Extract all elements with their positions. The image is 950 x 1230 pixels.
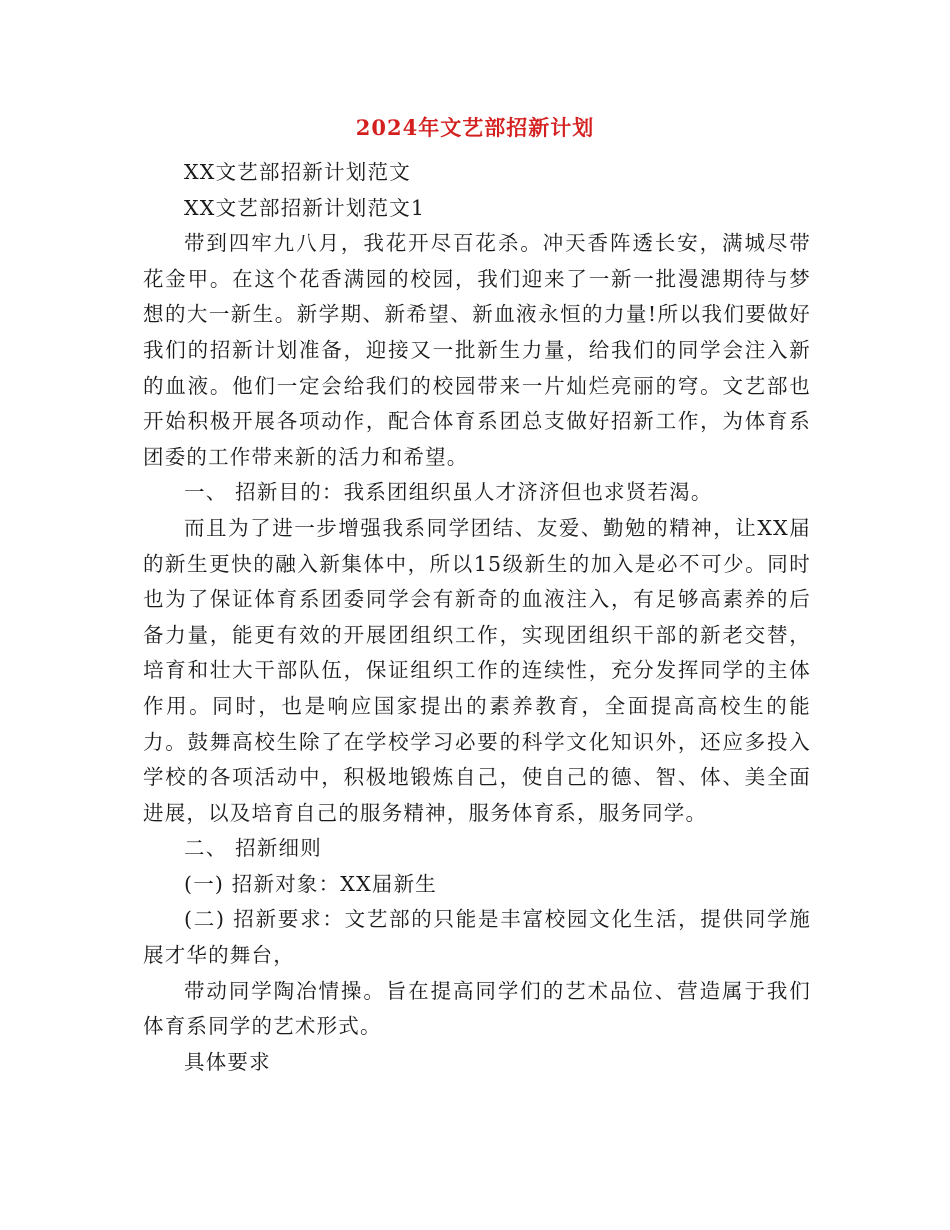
paragraph-recruit-requirement: (二) 招新要求：文艺部的只能是丰富校园文化生活，提供同学施展才华的舞台， <box>143 907 811 968</box>
document-body <box>143 155 811 1080</box>
paragraph-purpose: 而且为了进一步增强我系同学团结、友爱、勤勉的精神，让XX届的新生更快的融入新集体中，所以15级新生的加入是必不可少。同时也为了保证体育系团委同学会有新奇的血液注入，有足够高素养的后备力量，能更有效的开展团组织工作，实现团组织干部的新老交替，培育和壮大干部队伍，保证组织工作的连续性，充分发挥同学的主体作用。同时，也是响应国家提出的素养教育，全面提高高校生的能力。鼓舞高校生除了在学校学习必要的科学文化知识外，还应多投入学校的各项活动中，积极地锻炼自己，使自己的德、智、体、美全面进展，以及培育自己的服务精神，服务体育系，服务同学。 <box>143 515 811 825</box>
paragraph-specific-requirements: 具体要求 <box>184 1049 271 1074</box>
paragraph-sample-heading: XX文艺部招新计划范文1 <box>184 195 426 220</box>
paragraph-intro: 带到四牢九八月，我花开尽百花杀。冲天香阵透长安，满城尽带花金甲。在这个花香满园的校园，我们迎来了一新一批漫漶期待与梦想的大一新生。新学期、新希望、新血液永恒的力量!所以我们要做好我们的招新计划准备，迎接又一批新生力量，给我们的同学会注入新的血液。他们一定会给我们的校园带来一片灿烂亮丽的穹。文艺部也开始积极开展各项动作，配合体育系团总支做好招新工作，为体育系团委的工作带来新的活力和希望。 <box>143 231 811 469</box>
document-title: 2024年文艺部招新计划 <box>355 115 595 140</box>
paragraph-section-two-heading: 二、 招新细则 <box>184 836 322 861</box>
paragraph-recruit-target: (一) 招新对象：XX届新生 <box>184 871 437 896</box>
paragraph-requirement-detail: 带动同学陶冶情操。旨在提高同学们的艺术品位、营造属于我们体育系同学的艺术形式。 <box>143 978 811 1039</box>
paragraph-section-one-heading: 一、 招新目的：我系团组织虽人才济济但也求贤若渴。 <box>184 480 713 505</box>
paragraph-subtitle: XX文艺部招新计划范文 <box>184 160 411 184</box>
